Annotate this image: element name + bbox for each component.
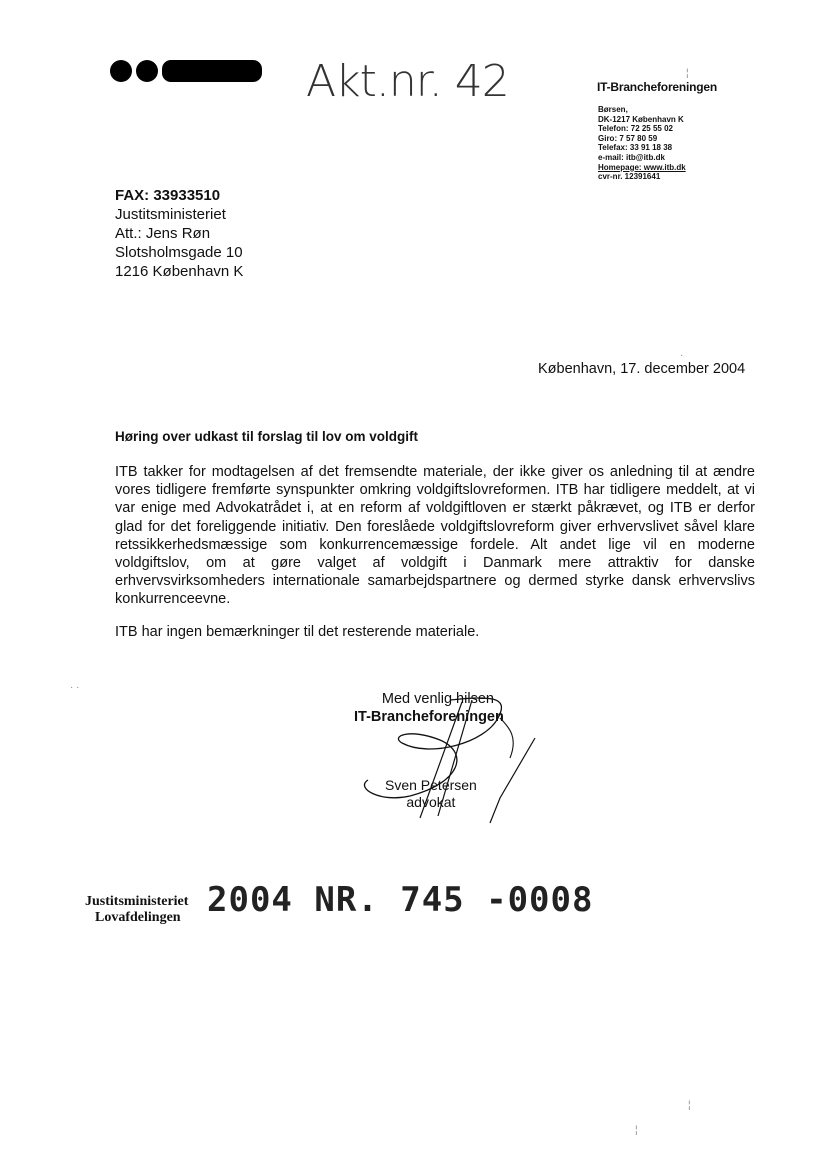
scan-speck: ¦ [635, 1125, 638, 1136]
signer-title: advokat [406, 794, 456, 810]
scan-speck: · [680, 350, 684, 361]
signer-name: Sven Petersen [385, 777, 477, 793]
recipient-line: Justitsministeriet [115, 206, 226, 223]
contact-line: Børsen, [598, 105, 628, 114]
contact-line: e-mail: itb@itb.dk [598, 152, 665, 162]
contact-line: cvr-nr. 12391641 [598, 172, 661, 182]
scan-speck: ¦ [686, 68, 689, 79]
stamp-org-line: Lovafdelingen [95, 910, 181, 925]
received-stamp-org [85, 894, 188, 926]
akt-number-handwritten: Akt.nr. 42 [306, 56, 509, 107]
contact-line: Giro: 7 57 80 59 [598, 133, 658, 143]
logo-dot-icon [110, 60, 132, 82]
contact-line: Telefax: 33 91 18 38 [598, 143, 673, 153]
letter-subject: Høring over udkast til forslag til lov om voldgift [115, 429, 419, 444]
closing-greeting: Med venlig hilsen [381, 691, 494, 707]
received-stamp-number: 2004 NR. 745 -0008 [207, 880, 594, 920]
itb-logo [110, 58, 260, 86]
recipient-line: Slotsholmsgade 10 [115, 244, 243, 261]
recipient-line: Att.: Jens Røn [115, 225, 211, 242]
recipient-line: 1216 København K [115, 263, 244, 280]
logo-dot-icon [136, 60, 158, 82]
contact-line: Telefon: 72 25 55 02 [598, 124, 673, 134]
scan-speck: · · [70, 682, 80, 693]
logo-bar-icon [162, 60, 262, 82]
closing-org: IT-Brancheforeningen [354, 709, 504, 725]
body-paragraph: ITB takker for modtagelsen af det fremsendte materiale, der ikke giver os anledning til at ændre vores tidligere fremførte synspunkter omkring voldgiftslovreformen. ITB har tidligere meddelt, at vi var enige med Advokatrådet i, at en reform af voldgiftloven er stærkt påkrævet, og ITB er derfor glad for det foreliggende initiativ. Den foreslåede voldgiftslovreform giver erhvervslivet såvel klare retssikkerhedsmæssige som konkurrencemæssige fordele. Alt andet lige vil en moderne voldgiftslov, om at gøre valget af voldgift i Danmark mere attraktiv for danske erhvervsvirksomheders internationale samarbejdspartnere og dermed styrke dansk erhvervslivs konkurrenceevne. [115, 464, 755, 608]
letterhead-org-name: IT-Brancheforeningen [597, 80, 718, 94]
recipient-block [115, 186, 243, 281]
closing-block [354, 690, 504, 726]
contact-line: DK-1217 København K [598, 114, 684, 124]
letterhead-contact-block [598, 105, 686, 182]
stamp-org-line: Justitsministeriet [85, 894, 189, 909]
body-paragraph: ITB har ingen bemærkninger til det resterende materiale. [115, 624, 480, 640]
scan-speck: ¦ [688, 1100, 691, 1111]
signer-block [385, 777, 477, 811]
fax-number: FAX: 33933510 [115, 187, 221, 204]
date-line: København, 17. december 2004 [538, 361, 746, 377]
contact-line: Homepage: www.itb.dk [598, 162, 686, 172]
